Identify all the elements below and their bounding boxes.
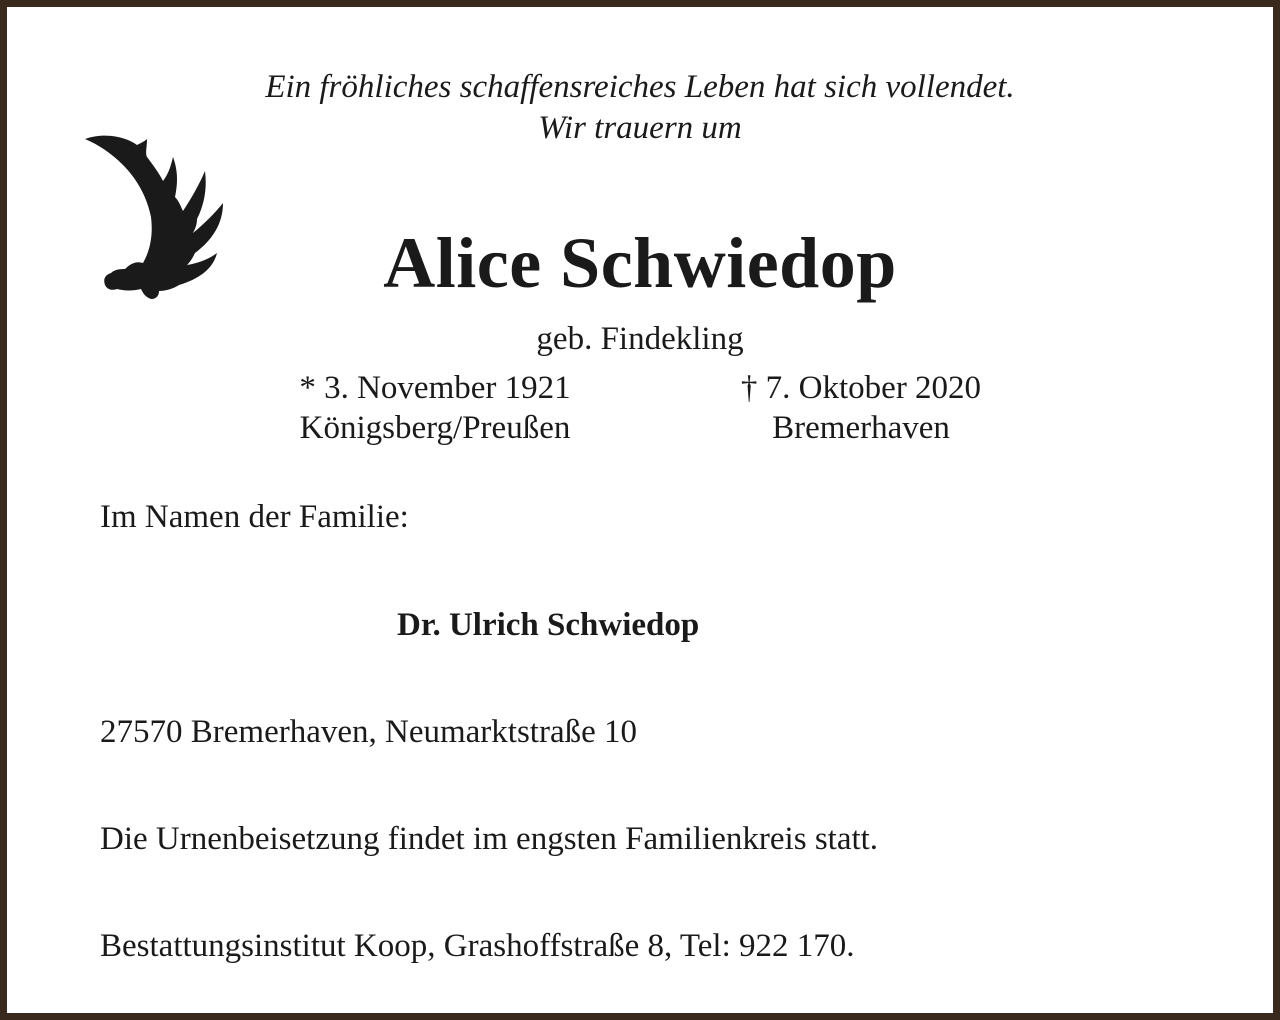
- birth-info: [263, 368, 607, 448]
- death-place: Bremerhaven: [772, 410, 950, 446]
- death-date: † 7. Oktober 2020: [740, 370, 982, 406]
- birth-place: Königsberg/Preußen: [299, 410, 571, 446]
- family-address: 27570 Bremerhaven, Neumarktstraße 10: [100, 714, 637, 750]
- deceased-name: Alice Schwiedop: [383, 223, 897, 303]
- family-label: Im Namen der Familie:: [100, 499, 409, 535]
- intro-line-1: Ein fröhliches schaffensreiches Leben hat sich vollendet.: [265, 69, 1015, 105]
- signer-name: Dr. Ulrich Schwiedop: [397, 607, 700, 643]
- intro-line-2: Wir trauern um: [538, 110, 742, 146]
- death-info: [703, 368, 1019, 448]
- maiden-name: geb. Findekling: [536, 321, 744, 357]
- undertaker-info: Bestattungsinstitut Koop, Grashoffstraße 8, Tel: 922 170.: [100, 928, 855, 964]
- birth-date: * 3. November 1921: [299, 370, 571, 406]
- burial-note: Die Urnenbeisetzung findet im engsten Familienkreis statt.: [100, 821, 879, 857]
